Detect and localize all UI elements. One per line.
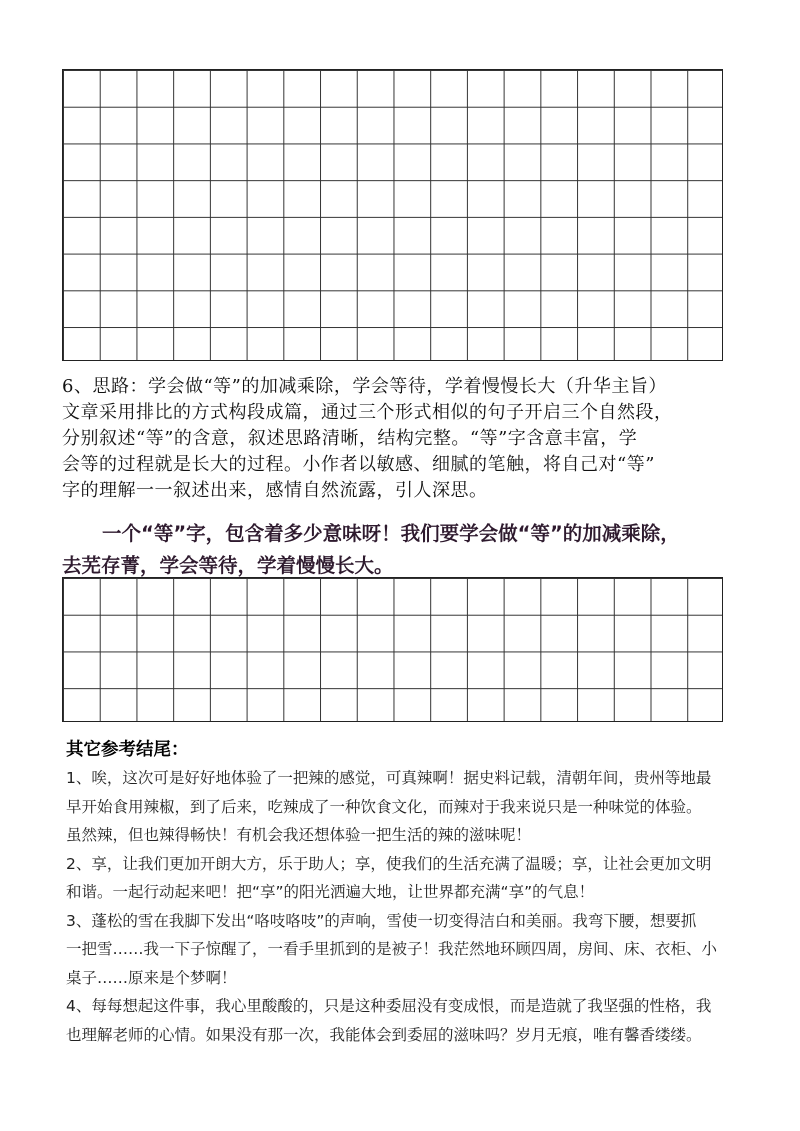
ending-line: 一把雪……我一下子惊醒了，一看手里抓到的是被子！我茫然地环顾四周，房间、床、衣柜、小 (66, 940, 718, 958)
bold-summary (62, 518, 752, 582)
writing-grid-bottom (62, 577, 723, 722)
bold-summary-line: 去芜存菁，学会等待，学着慢慢长大。 (62, 554, 394, 577)
ending-line: 3、蓬松的雪在我脚下发出“咯吱咯吱”的声响，雪使一切变得洁白和美丽。我弯下腰，想要抓 (66, 911, 697, 930)
ending-line: 虽然辣，但也辣得畅快！有机会我还想体验一把生活的辣的滋味呢！ (66, 826, 532, 844)
paragraph-6-analysis (62, 374, 742, 504)
para6-line: 字的理解一一叙述出来，感情自然流露，引人深思。 (62, 480, 488, 501)
ending-line: 也理解老师的心情。如果没有那一次，我能体会到委屈的滋味吗？岁月无痕，唯有馨香缕缕。 (66, 1025, 702, 1044)
ending-line: 早开始食用辣椒，到了后来，吃辣成了一种饮食文化，而辣对于我来说只是一种味觉的体验。 (66, 797, 702, 816)
ending-line: 桌子……原来是个梦啊！ (66, 968, 237, 987)
para6-line: 分别叙述“等”的含意，叙述思路清晰，结构完整。“等”字含意丰富，学 (62, 428, 638, 449)
para6-line: 会等的过程就是长大的过程。小作者以敏感、细腻的笔触，将自己对“等” (62, 454, 655, 475)
ending-line: 和谐。一起行动起来吧！把“享”的阳光洒遍大地，让世界都充满“享”的气息！ (66, 883, 595, 901)
section-title: 其它参考结尾： (66, 740, 189, 760)
bold-summary-line: 一个“等”字，包含着多少意味呀！我们要学会做“等”的加减乘除， (102, 522, 680, 545)
para6-line: 文章采用排比的方式构段成篇，通过三个形式相似的句子开启三个自然段， (62, 402, 673, 423)
ending-line: 1、唉，这次可是好好地体验了一把辣的感觉，可真辣啊！据史料记载，清朝年间，贵州等地最 (66, 769, 712, 787)
ending-line: 4、每每想起这件事，我心里酸酸的，只是这种委屈没有变成恨，而是造就了我坚强的性格，我 (66, 997, 712, 1015)
ending-line: 2、享，让我们更加开朗大方，乐于助人；享，使我们的生活充满了温暖；享，让社会更加文明 (66, 854, 712, 873)
para6-line: 6、思路：学会做“等”的加减乘除，学会等待，学着慢慢长大（升华主旨） (62, 376, 667, 397)
other-endings-list (66, 764, 746, 1049)
writing-grid-top (62, 69, 723, 361)
